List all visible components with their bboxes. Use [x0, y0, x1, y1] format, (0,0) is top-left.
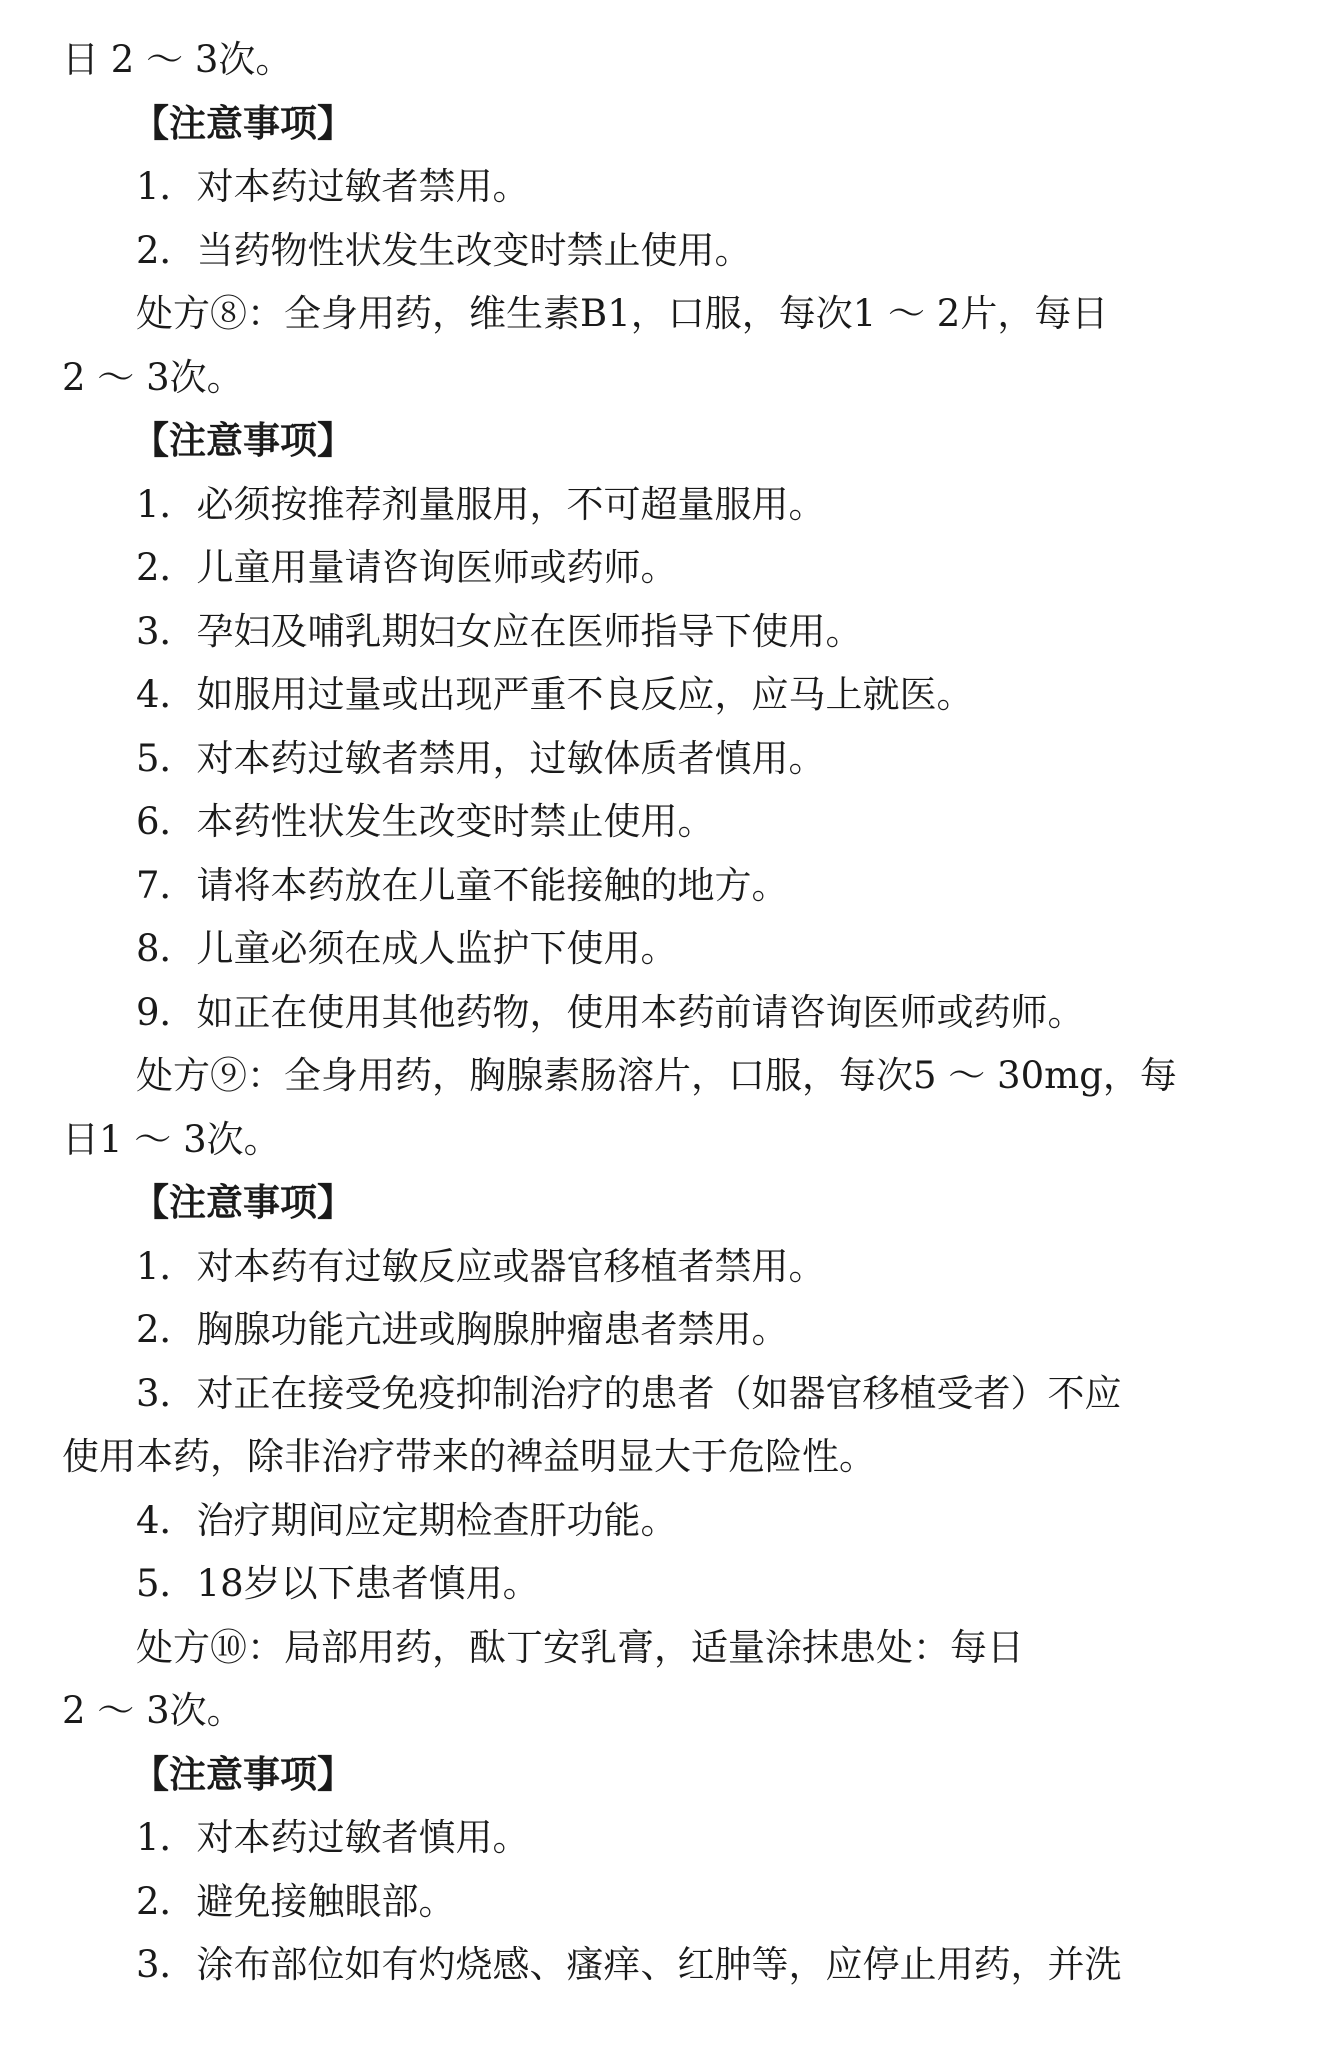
text-line: 使用本药，除非治疗带来的裨益明显大于危险性。 — [62, 1435, 876, 1478]
prescription-line: 处方⑨：全身用药，胸腺素肠溶片，口服，每次5 ～ 30mg，每 — [136, 1054, 1177, 1097]
prescription-line: 处方⑩：局部用药，酞丁安乳膏，适量涂抹患处：每日 — [136, 1625, 1024, 1669]
list-item: 4．如服用过量或出现严重不良反应，应马上就医。 — [136, 673, 974, 716]
section-heading: 【注意事项】 — [132, 101, 354, 145]
list-item: 1．必须按推荐剂量服用，不可超量服用。 — [136, 482, 826, 526]
list-item: 2．避免接触眼部。 — [136, 1879, 456, 1923]
list-item: 5．18岁以下患者慎用。 — [136, 1562, 540, 1605]
list-item: 1．对本药过敏者禁用。 — [136, 165, 530, 208]
list-item: 2．当药物性状发生改变时禁止使用。 — [136, 228, 752, 272]
list-item: 1．对本药有过敏反应或器官移植者禁用。 — [136, 1244, 826, 1288]
list-item: 5．对本药过敏者禁用，过敏体质者慎用。 — [136, 736, 826, 780]
list-item: 7．请将本药放在儿童不能接触的地方。 — [136, 863, 789, 907]
text-line: 2 ～ 3次。 — [62, 355, 244, 399]
list-item: 2．儿童用量请咨询医师或药师。 — [136, 546, 678, 589]
section-heading: 【注意事项】 — [132, 419, 354, 462]
list-item: 9．如正在使用其他药物，使用本药前请咨询医师或药师。 — [136, 990, 1085, 1034]
list-item: 6．本药性状发生改变时禁止使用。 — [136, 800, 715, 843]
prescription-line: 处方⑧：全身用药，维生素B1，口服，每次1 ～ 2片，每日 — [136, 292, 1109, 335]
list-item: 4．治疗期间应定期检查肝功能。 — [136, 1498, 678, 1542]
text-line: 2 ～ 3次。 — [62, 1689, 244, 1732]
section-heading: 【注意事项】 — [132, 1181, 354, 1224]
list-item: 8．儿童必须在成人监护下使用。 — [136, 927, 678, 970]
list-item: 3．涂布部位如有灼烧感、瘙痒、红肿等，应停止用药，并洗 — [136, 1943, 1122, 1986]
list-item: 2．胸腺功能亢进或胸腺肿瘤患者禁用。 — [136, 1308, 789, 1351]
list-item: 1．对本药过敏者慎用。 — [136, 1816, 530, 1859]
list-item: 3．孕妇及哺乳期妇女应在医师指导下使用。 — [136, 609, 863, 653]
text-line: 日 2 ～ 3次。 — [62, 38, 293, 81]
list-item: 3．对正在接受免疫抑制治疗的患者（如器官移植受者）不应 — [136, 1371, 1122, 1415]
section-heading: 【注意事项】 — [132, 1752, 354, 1796]
text-line: 日1 ～ 3次。 — [62, 1117, 281, 1161]
